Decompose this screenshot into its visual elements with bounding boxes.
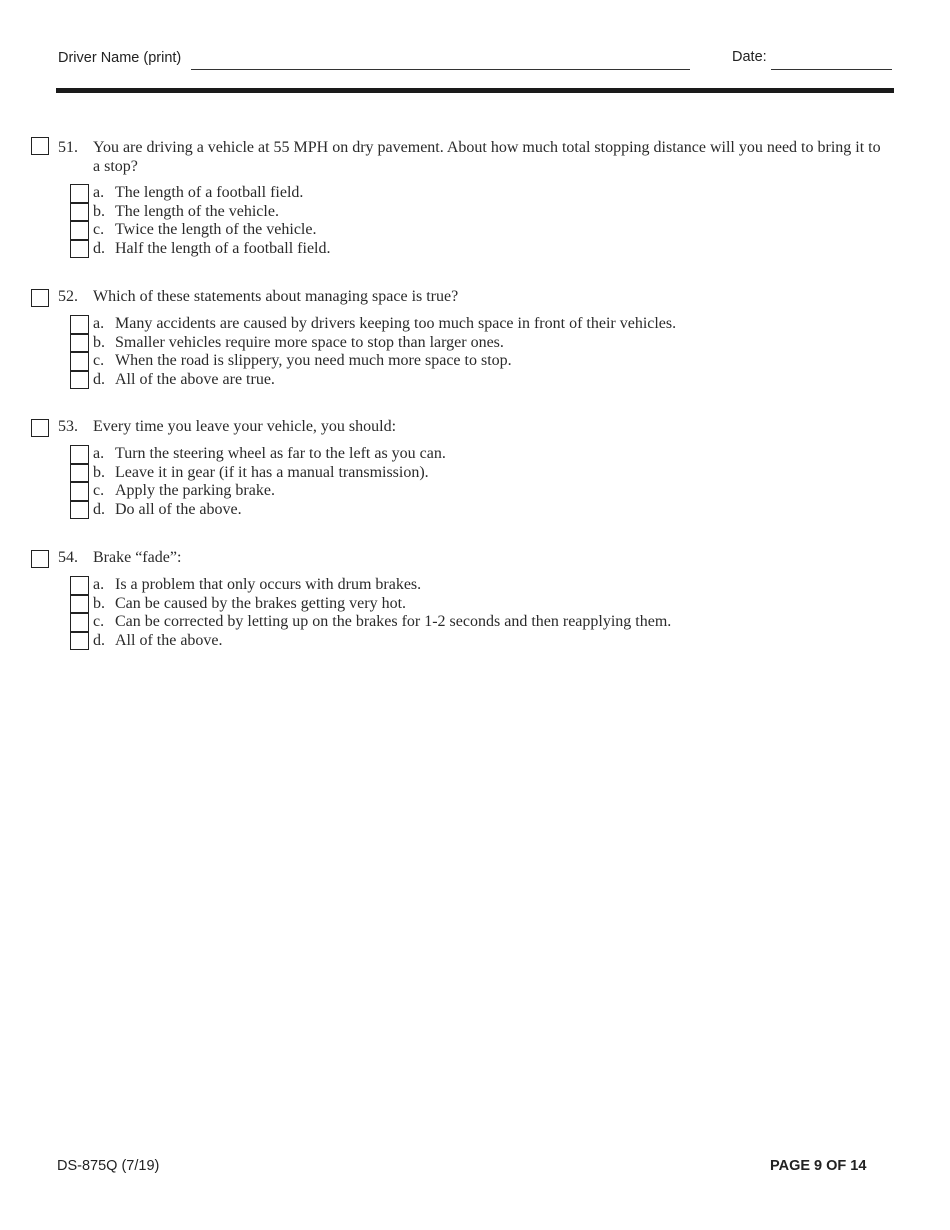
option-letter: b. bbox=[93, 202, 105, 220]
driver-name-label: Driver Name (print) bbox=[58, 50, 182, 66]
form-id: DS-875Q (7/19) bbox=[57, 1158, 160, 1174]
option-letter: c. bbox=[93, 352, 105, 370]
option-text: Can be corrected by letting up on the brakes for 1-2 seconds and then reapplying them. bbox=[115, 613, 672, 631]
option-letter: d. bbox=[93, 239, 105, 257]
question-checkbox[interactable] bbox=[31, 289, 49, 307]
option-checkbox[interactable] bbox=[70, 315, 89, 334]
option-text: The length of a football field. bbox=[115, 184, 304, 201]
option-checkbox[interactable] bbox=[70, 240, 89, 259]
option-text: The length of the vehicle. bbox=[115, 202, 279, 220]
question-number: 51. bbox=[58, 139, 78, 156]
option-letter: a. bbox=[93, 315, 105, 332]
option-letter: b. bbox=[93, 463, 105, 481]
option-letter: c. bbox=[93, 482, 105, 500]
option-text: All of the above. bbox=[115, 631, 223, 649]
option-letter: b. bbox=[93, 594, 105, 612]
question-checkbox[interactable] bbox=[31, 137, 49, 155]
option-text: Do all of the above. bbox=[115, 500, 242, 518]
option-checkbox[interactable] bbox=[70, 445, 89, 464]
option-text: Turn the steering wheel as far to the left as you can. bbox=[115, 445, 446, 462]
question-text: Every time you leave your vehicle, you should: bbox=[93, 418, 397, 435]
question-text: You are driving a vehicle at 55 MPH on dry pavement. About how much total stopping distance will you need to bring it to a stop? bbox=[93, 139, 881, 175]
option-checkbox[interactable] bbox=[70, 613, 89, 632]
option-letter: a. bbox=[93, 445, 105, 462]
option-checkbox[interactable] bbox=[70, 371, 89, 390]
option-text: Many accidents are caused by drivers keeping too much space in front of their vehicles. bbox=[115, 315, 677, 332]
option-text: Apply the parking brake. bbox=[115, 482, 275, 500]
option-text: Leave it in gear (if it has a manual transmission). bbox=[115, 463, 429, 481]
option-checkbox[interactable] bbox=[70, 576, 89, 595]
option-text: Twice the length of the vehicle. bbox=[115, 221, 317, 239]
option-text: Half the length of a football field. bbox=[115, 239, 331, 257]
option-checkbox[interactable] bbox=[70, 184, 89, 203]
question-checkbox[interactable] bbox=[31, 419, 49, 437]
question-number: 52. bbox=[58, 288, 78, 305]
option-checkbox[interactable] bbox=[70, 464, 89, 483]
date-label: Date: bbox=[732, 49, 767, 65]
option-checkbox[interactable] bbox=[70, 632, 89, 651]
page-number: PAGE 9 OF 14 bbox=[770, 1158, 867, 1174]
driver-name-input-line[interactable] bbox=[191, 69, 690, 70]
question-text: Which of these statements about managing space is true? bbox=[93, 288, 459, 305]
option-text: All of the above are true. bbox=[115, 370, 275, 388]
option-letter: c. bbox=[93, 613, 105, 631]
option-checkbox[interactable] bbox=[70, 352, 89, 371]
option-checkbox[interactable] bbox=[70, 501, 89, 520]
option-checkbox[interactable] bbox=[70, 482, 89, 501]
option-checkbox[interactable] bbox=[70, 334, 89, 353]
option-letter: d. bbox=[93, 500, 105, 518]
question-number: 53. bbox=[58, 418, 78, 435]
question-checkbox[interactable] bbox=[31, 550, 49, 568]
question-text: Brake “fade”: bbox=[93, 549, 182, 566]
option-letter: b. bbox=[93, 333, 105, 351]
option-text: Smaller vehicles require more space to stop than larger ones. bbox=[115, 333, 504, 351]
option-text: When the road is slippery, you need much more space to stop. bbox=[115, 352, 512, 370]
option-letter: d. bbox=[93, 631, 105, 649]
option-letter: d. bbox=[93, 370, 105, 388]
date-input-line[interactable] bbox=[771, 69, 892, 70]
option-letter: a. bbox=[93, 576, 105, 593]
option-text: Can be caused by the brakes getting very hot. bbox=[115, 594, 407, 612]
option-checkbox[interactable] bbox=[70, 203, 89, 222]
option-text: Is a problem that only occurs with drum brakes. bbox=[115, 576, 422, 593]
option-checkbox[interactable] bbox=[70, 221, 89, 240]
option-letter: c. bbox=[93, 221, 105, 239]
header-divider bbox=[56, 88, 894, 93]
question-number: 54. bbox=[58, 549, 78, 566]
option-checkbox[interactable] bbox=[70, 595, 89, 614]
option-letter: a. bbox=[93, 184, 105, 201]
